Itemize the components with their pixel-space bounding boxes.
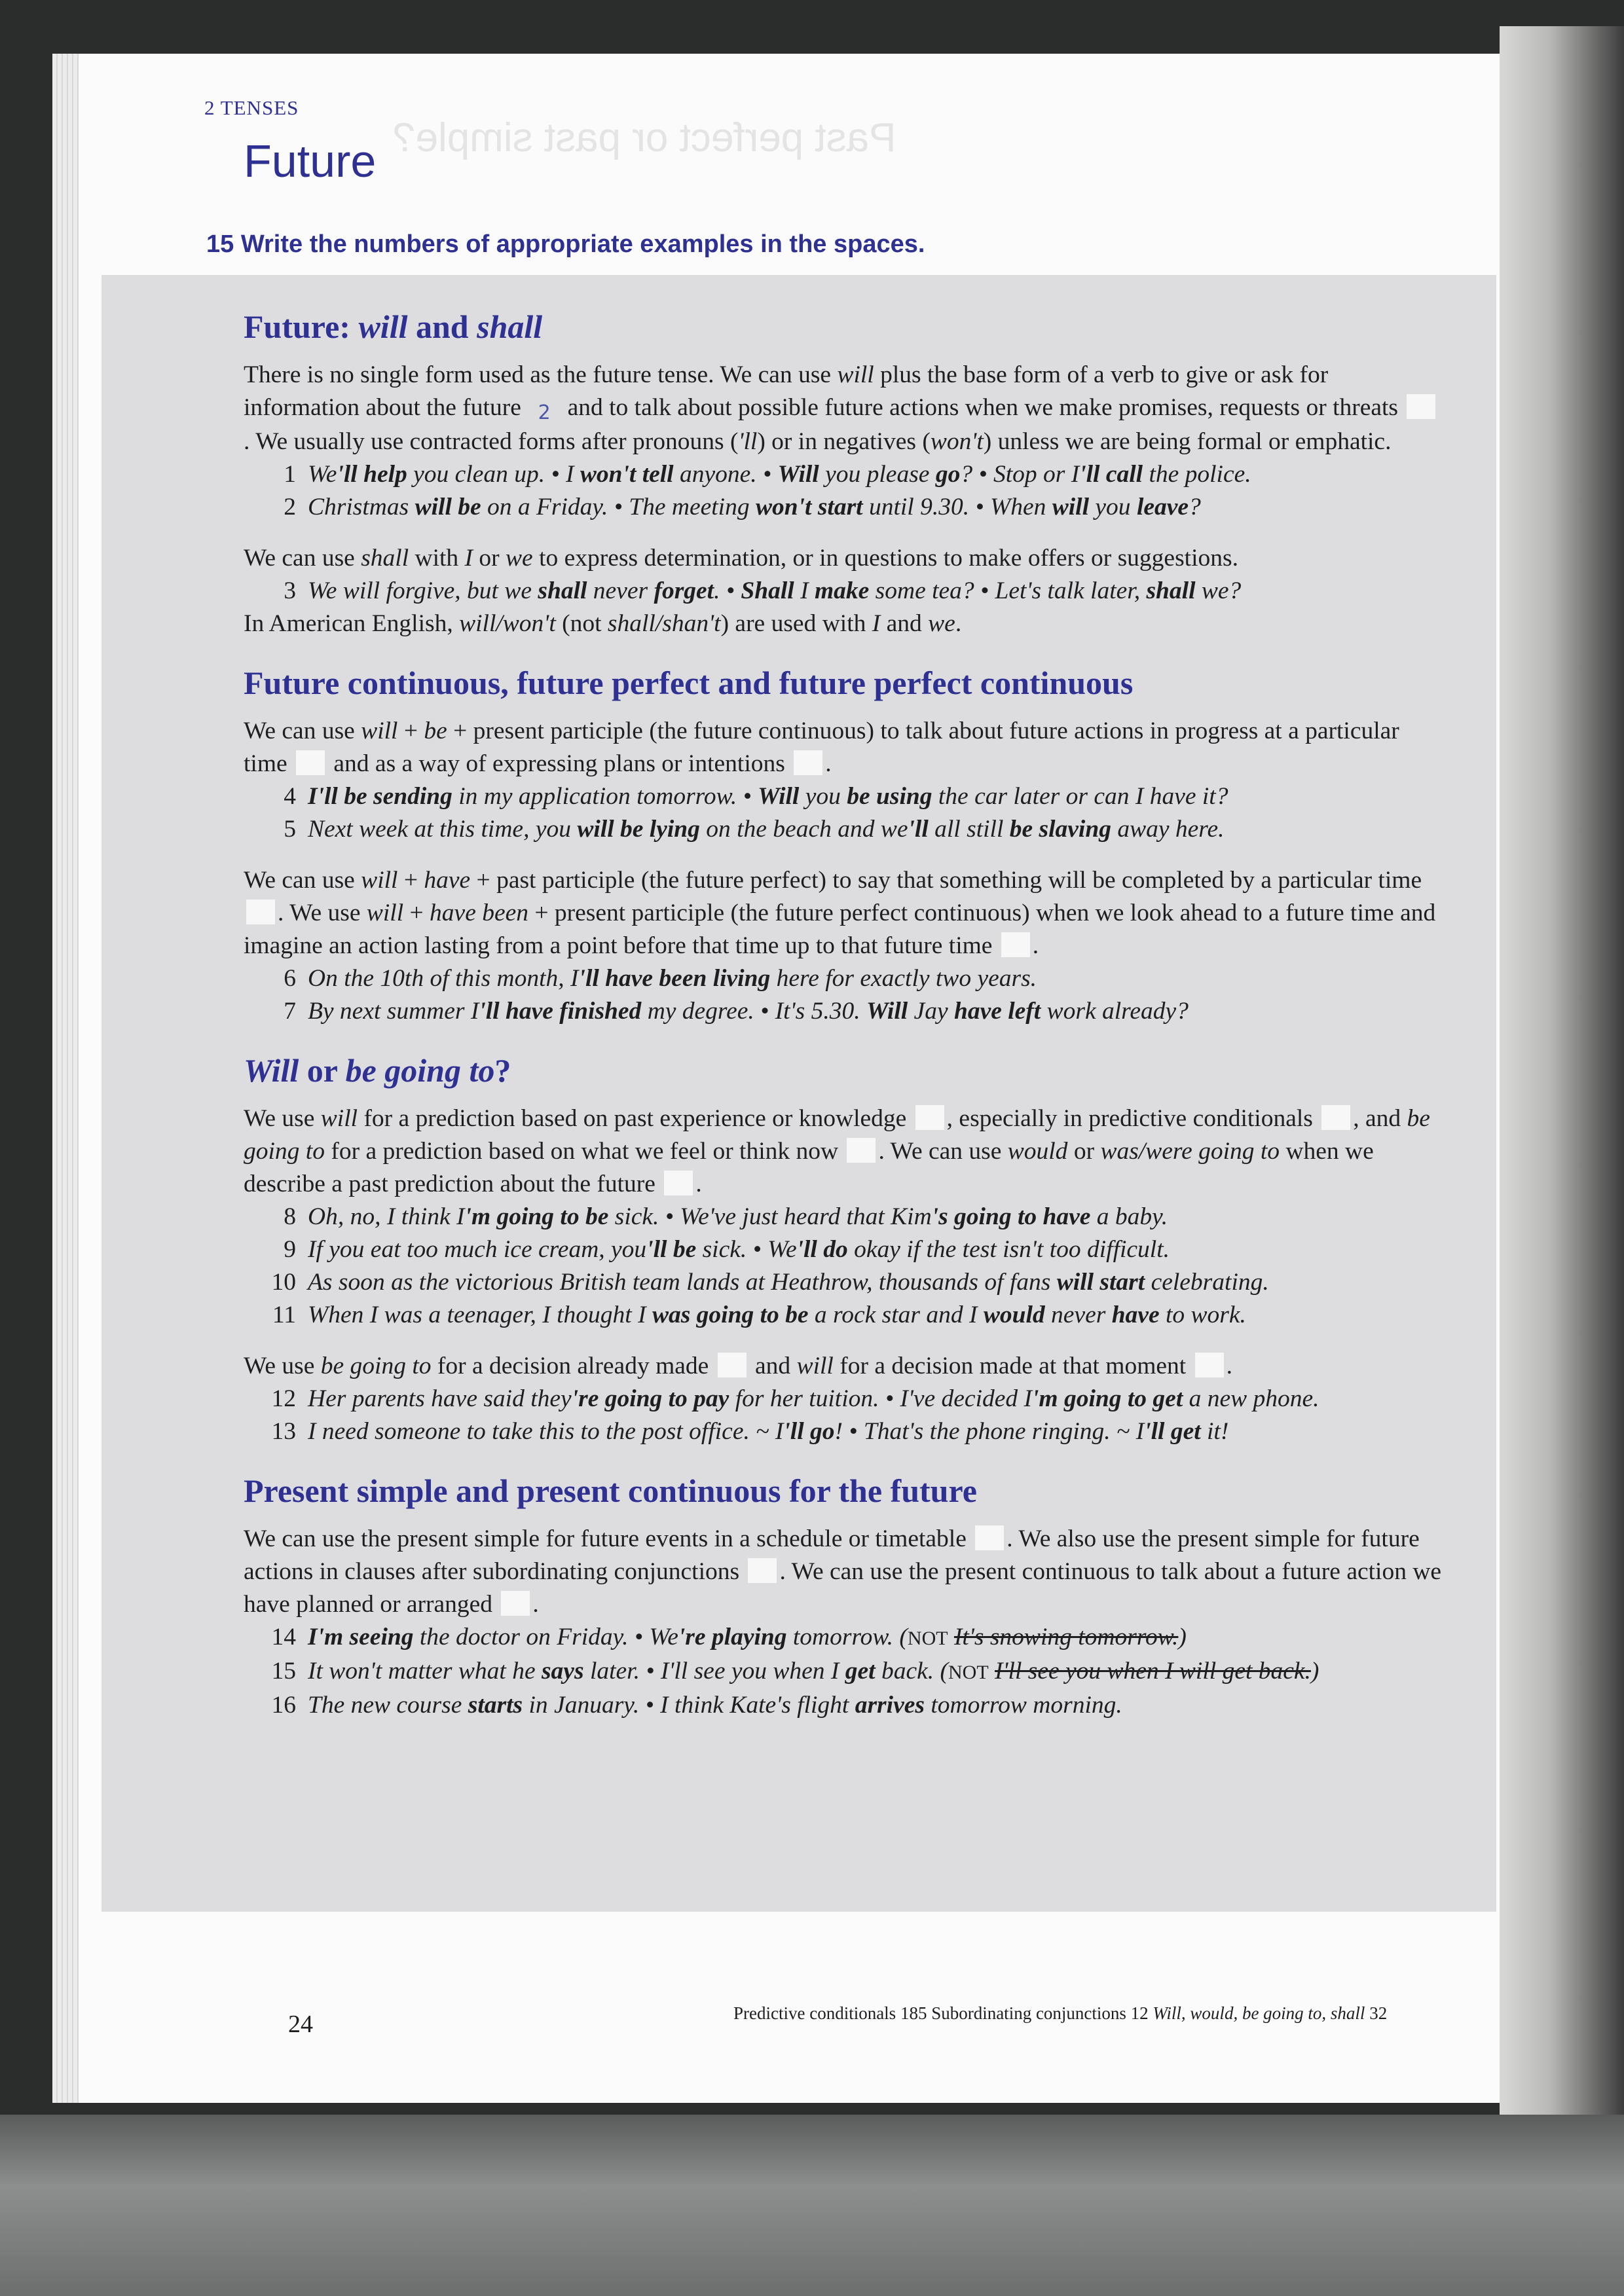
answer-box[interactable]: [1195, 1353, 1224, 1377]
example-item: 2 Christmas will be on a Friday. • The meeting won't start until 9.30. • When will you leave?: [284, 494, 1201, 520]
scanner-background: [0, 2115, 1624, 2296]
answer-box[interactable]: [915, 1105, 944, 1130]
answer-box[interactable]: [501, 1591, 530, 1616]
section-heading-present-for-future: Present simple and present continuous for the future: [244, 1472, 977, 1509]
example-item: 12 Her parents have said they're going to pay for her tuition. • I've decided I'm going to get a new phone.: [271, 1385, 1320, 1412]
answer-box[interactable]: [664, 1171, 693, 1195]
page-title: Future: [244, 136, 377, 187]
section-heading-future-continuous: Future continuous, future perfect and future perfect continuous: [244, 665, 1134, 701]
answer-box[interactable]: [1407, 394, 1435, 419]
page-edge-left: [52, 54, 79, 2103]
page-edge-right: [1500, 26, 1624, 2115]
paragraph: In American English, will/won't (not shall/shan't) are used with I and we.: [244, 610, 962, 637]
show-through-text: Past perfect or past simple?: [393, 115, 896, 160]
example-item: 9 If you eat too much ice cream, you'll be sick. • We'll do okay if the test isn't too difficult.: [284, 1236, 1170, 1263]
example-item: 1 We'll help you clean up. • I won't tell anyone. • Will you please go? • Stop or I'll call the police.: [284, 461, 1251, 488]
exercise-instruction: 15 Write the numbers of appropriate examples in the spaces.: [206, 230, 925, 258]
cross-references: Predictive conditionals 185 Subordinating conjunctions 12 Will, would, be going to, shall 32: [733, 2003, 1388, 2023]
example-item: 10 As soon as the victorious British team lands at Heathrow, thousands of fans will start celebrating.: [271, 1269, 1269, 1296]
paragraph: There is no single form used as the future tense. We can use will plus the base form of a verb to give or ask for information about the future 2 and to talk about possible future actions when we make promises, requests or threats . We usually use contracted forms after pronouns ('ll) or in negatives (won't) unless we are being formal or emphatic.: [244, 359, 1442, 458]
example-item: 4 I'll be sending in my application tomorrow. • Will you be using the car later or can I have it?: [284, 783, 1228, 810]
answer-box[interactable]: 2: [538, 401, 551, 424]
answer-box[interactable]: [1001, 932, 1030, 957]
example-item: 6 On the 10th of this month, I'll have been living here for exactly two years.: [284, 965, 1037, 992]
answer-box[interactable]: [246, 900, 275, 924]
example-item: 8 Oh, no, I think I'm going to be sick. • We've just heard that Kim's going to have a baby.: [284, 1203, 1168, 1230]
example-item: 13 I need someone to take this to the post office. ~ I'll go! • That's the phone ringing. ~ I'll get it!: [271, 1418, 1229, 1445]
grammar-content: [244, 306, 1442, 1722]
example-item: 15 It won't matter what he says later. • I'll see you when I get back. (NOT I'll see you when I will get back.): [271, 1658, 1320, 1685]
example-item: 16 The new course starts in January. • I think Kate's flight arrives tomorrow morning.: [271, 1692, 1122, 1719]
paragraph: We can use will + be + present participle (the future continuous) to talk about future actions in progress at a particular time and as a way of expressing plans or intentions .: [244, 718, 1399, 777]
answer-box[interactable]: [794, 750, 822, 775]
example-item: 5 Next week at this time, you will be lying on the beach and we'll all still be slaving away here.: [284, 816, 1225, 843]
answer-box[interactable]: [296, 750, 325, 775]
paragraph: We can use the present simple for future events in a schedule or timetable . We also use the present simple for future actions in clauses after subordinating conjunctions . We can use the present continuous to talk about a future action we have planned or arranged .: [244, 1525, 1442, 1618]
section-heading-will-or-going-to: Will or be going to?: [244, 1052, 511, 1089]
example-item: 7 By next summer I'll have finished my degree. • It's 5.30. Will Jay have left work already?: [284, 998, 1189, 1025]
paragraph: We can use shall with I or we to express determination, or in questions to make offers or suggestions.: [244, 545, 1238, 572]
paragraph: We can use will + have + past participle (the future perfect) to say that something will be completed by a particular time . We use will + have been + present participle (the future perfect continuous) when we look ahead to a future time and imagine an action lasting from a point before that time up to that future time .: [244, 867, 1436, 959]
example-item: 11 When I was a teenager, I thought I was going to be a rock star and I would never have to work.: [272, 1302, 1246, 1328]
answer-box[interactable]: [748, 1558, 777, 1583]
example-item: 14 I'm seeing the doctor on Friday. • We're playing tomorrow. (NOT It's snowing tomorrow.): [271, 1624, 1187, 1650]
paragraph: We use be going to for a decision already made and will for a decision made at that moment .: [244, 1353, 1232, 1379]
answer-box[interactable]: [847, 1138, 876, 1163]
answer-box[interactable]: [718, 1353, 747, 1377]
answer-box[interactable]: [975, 1525, 1004, 1550]
paragraph: We use will for a prediction based on past experience or knowledge , especially in predictive conditionals , and be going to for a prediction based on what we feel or think now . We can use would or was/were going to when we describe a past prediction about the future .: [244, 1105, 1430, 1197]
answer-box[interactable]: [1321, 1105, 1350, 1130]
page-number: 24: [288, 2011, 313, 2038]
section-heading-will-shall: Future: will and shall: [244, 308, 543, 345]
example-item: 3 We will forgive, but we shall never forget. • Shall I make some tea? • Let's talk later, shall we?: [284, 577, 1242, 604]
chapter-label: 2 TENSES: [204, 96, 299, 119]
